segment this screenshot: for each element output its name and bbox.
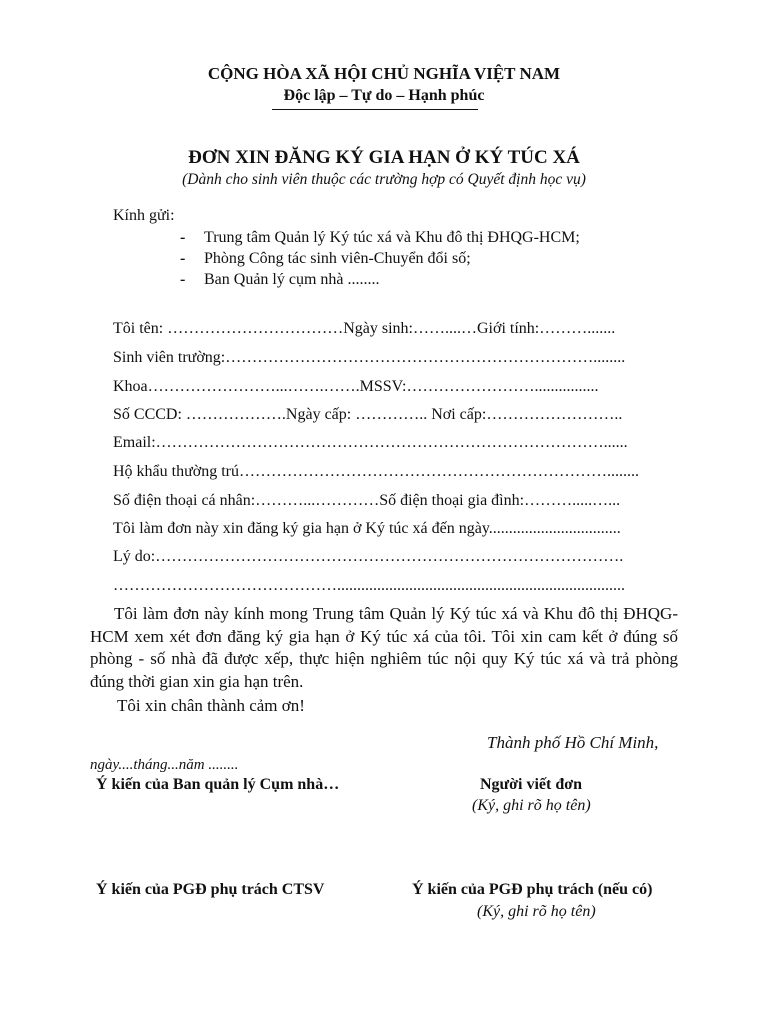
nation-heading: CỘNG HÒA XÃ HỘI CHỦ NGHĨA VIỆT NAM bbox=[207, 64, 561, 83]
motto-underline bbox=[272, 109, 478, 110]
field-phone-numbers[interactable]: Số điện thoại cá nhân:………...…………Số điện thoại gia đình:……….....…... bbox=[113, 492, 621, 509]
request-paragraph-text: Tôi làm đơn này kính mong Trung tâm Quản lý Ký túc xá và Khu đô thị ĐHQG-HCM xem xét đơn đăng ký gia hạn ở Ký túc xá của tôi. Tôi xin cam kết ở đúng số phòng - số nhà đã được xếp, thực hiện nghiêm túc nội quy Ký túc xá và trả phòng đúng thời gian xin gia hạn trên. bbox=[90, 604, 678, 691]
recipient-text: Phòng Công tác sinh viên-Chuyển đổi số; bbox=[204, 250, 471, 267]
form-title: ĐƠN XIN ĐĂNG KÝ GIA HẠN Ở KÝ TÚC XÁ bbox=[188, 147, 580, 168]
ctsv-opinion-label: Ý kiến của PGĐ phụ trách CTSV bbox=[96, 881, 325, 898]
recipient-item bbox=[180, 250, 471, 268]
bullet-dash: - bbox=[180, 250, 186, 267]
bullet-dash: - bbox=[180, 271, 186, 288]
recipients-label: Kính gửi: bbox=[113, 207, 175, 224]
field-name-dob-gender[interactable]: Tôi tên: ……………………………Ngày sinh:……....…Giới tính:………....... bbox=[113, 320, 616, 337]
form-subtitle: (Dành cho sinh viên thuộc các trường hợp có Quyết định học vụ) bbox=[182, 171, 586, 188]
recipient-item bbox=[180, 229, 580, 247]
bullet-dash: - bbox=[180, 229, 186, 246]
field-extension-date[interactable]: Tôi làm đơn này xin đăng ký gia hạn ở Ký túc xá đến ngày................................. bbox=[113, 520, 621, 537]
request-paragraph bbox=[90, 603, 678, 693]
field-permanent-address[interactable]: Hộ khẩu thường trú……………………………………………………………........ bbox=[113, 463, 640, 480]
field-faculty-student-id[interactable]: Khoa……………………...…….…….MSSV:……………………................ bbox=[113, 378, 599, 395]
field-university[interactable]: Sinh viên trường:……………………………………………………………........ bbox=[113, 349, 626, 366]
place-line: Thành phố Hồ Chí Minh, bbox=[487, 733, 659, 752]
thanks-line: Tôi xin chân thành cảm ơn! bbox=[117, 696, 305, 715]
field-id-card[interactable]: Số CCCD: ……………….Ngày cấp: ………….. Nơi cấp:…………………….. bbox=[113, 406, 623, 423]
recipient-text: Ban Quản lý cụm nhà ........ bbox=[204, 271, 380, 288]
recipient-item bbox=[180, 271, 380, 289]
other-opinion-label: Ý kiến của PGĐ phụ trách (nếu có) bbox=[412, 881, 653, 898]
field-email[interactable]: Email:…………………………………………………………………………...... bbox=[113, 434, 628, 451]
field-reason-continued[interactable]: ……………………………………........................................................................ bbox=[113, 577, 625, 594]
date-line: ngày....tháng...năm ........ bbox=[90, 757, 239, 773]
applicant-sign-note: (Ký, ghi rõ họ tên) bbox=[472, 797, 591, 814]
cluster-opinion-label: Ý kiến của Ban quản lý Cụm nhà… bbox=[96, 776, 340, 793]
applicant-label: Người viết đơn bbox=[480, 776, 582, 793]
recipient-text: Trung tâm Quản lý Ký túc xá và Khu đô thị ĐHQG-HCM; bbox=[204, 229, 580, 246]
field-reason[interactable]: Lý do:……………………………………………………………………………. bbox=[113, 548, 624, 565]
motto-heading: Độc lập – Tự do – Hạnh phúc bbox=[283, 87, 485, 104]
other-sign-note: (Ký, ghi rõ họ tên) bbox=[477, 903, 596, 920]
